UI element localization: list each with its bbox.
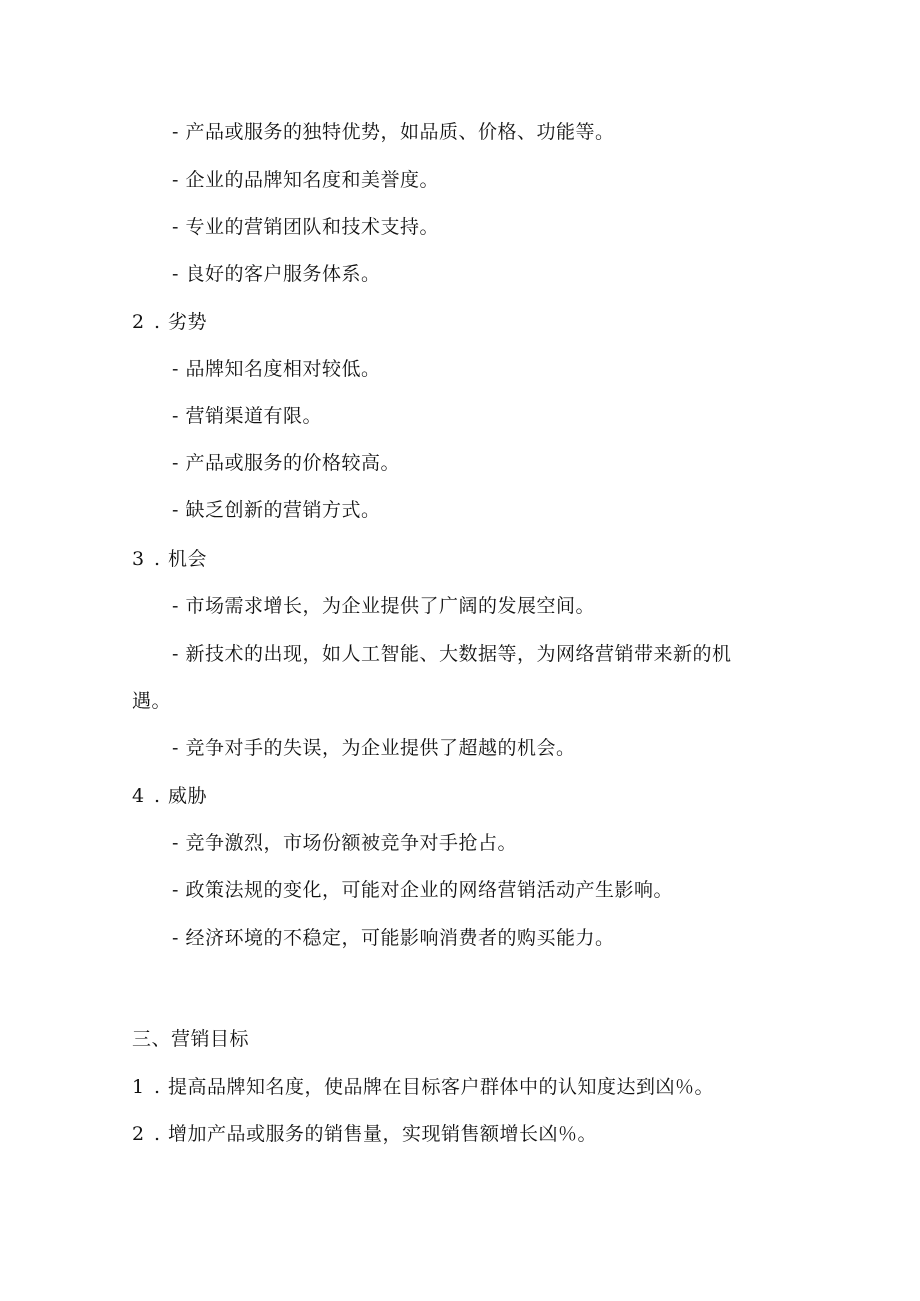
strength-item-1: - 产品或服务的独特优势，如品质、价格、功能等。 bbox=[172, 121, 615, 143]
opportunity-title: 机会 bbox=[168, 548, 208, 570]
goal-item-1 bbox=[132, 1075, 714, 1099]
goal-2-dot: . bbox=[154, 1123, 161, 1145]
goal-item-2 bbox=[132, 1122, 597, 1146]
goal-1-text: 提高品牌知名度，使品牌在目标客户群体中的认知度达到凶％。 bbox=[168, 1076, 715, 1098]
threat-item-2: - 政策法规的变化，可能对企业的网络营销活动产生影响。 bbox=[172, 879, 673, 901]
threat-item-1: - 竞争激烈，市场份额被竞争对手抢占。 bbox=[172, 832, 517, 854]
weakness-item-3: - 产品或服务的价格较高。 bbox=[172, 452, 400, 474]
threat-item-3: - 经济环境的不稳定，可能影响消费者的购买能力。 bbox=[172, 927, 615, 949]
goal-1-number: 1 bbox=[132, 1076, 145, 1098]
strength-item-2: - 企业的品牌知名度和美誉度。 bbox=[172, 169, 439, 191]
goals-heading: 三、营销目标 bbox=[132, 1028, 250, 1050]
opportunity-dot: . bbox=[154, 548, 161, 570]
weakness-item-4: - 缺乏创新的营销方式。 bbox=[172, 499, 381, 521]
weakness-heading bbox=[132, 310, 207, 334]
threat-title: 威胁 bbox=[168, 785, 208, 807]
threat-heading bbox=[132, 784, 207, 808]
weakness-dot: . bbox=[154, 311, 161, 333]
opportunity-number: 3 bbox=[132, 548, 145, 570]
threat-number: 4 bbox=[132, 785, 145, 807]
weakness-number: 2 bbox=[132, 311, 145, 333]
threat-dot: . bbox=[154, 785, 161, 807]
opportunity-item-2: - 新技术的出现，如人工智能、大数据等，为网络营销带来新的机 bbox=[172, 643, 732, 665]
opportunity-item-2-continued: 遇。 bbox=[132, 690, 172, 712]
strength-item-3: - 专业的营销团队和技术支持。 bbox=[172, 216, 439, 238]
weakness-item-2: - 营销渠道有限。 bbox=[172, 405, 322, 427]
goal-1-dot: . bbox=[154, 1076, 161, 1098]
opportunity-heading bbox=[132, 547, 207, 571]
goal-2-text: 增加产品或服务的销售量，实现销售额增长凶％。 bbox=[168, 1123, 598, 1145]
weakness-title: 劣势 bbox=[168, 311, 208, 333]
goal-2-number: 2 bbox=[132, 1123, 145, 1145]
opportunity-item-1: - 市场需求增长，为企业提供了广阔的发展空间。 bbox=[172, 595, 595, 617]
weakness-item-1: - 品牌知名度相对较低。 bbox=[172, 358, 381, 380]
strength-item-4: - 良好的客户服务体系。 bbox=[172, 263, 381, 285]
opportunity-item-3: - 竞争对手的失误，为企业提供了超越的机会。 bbox=[172, 737, 576, 759]
